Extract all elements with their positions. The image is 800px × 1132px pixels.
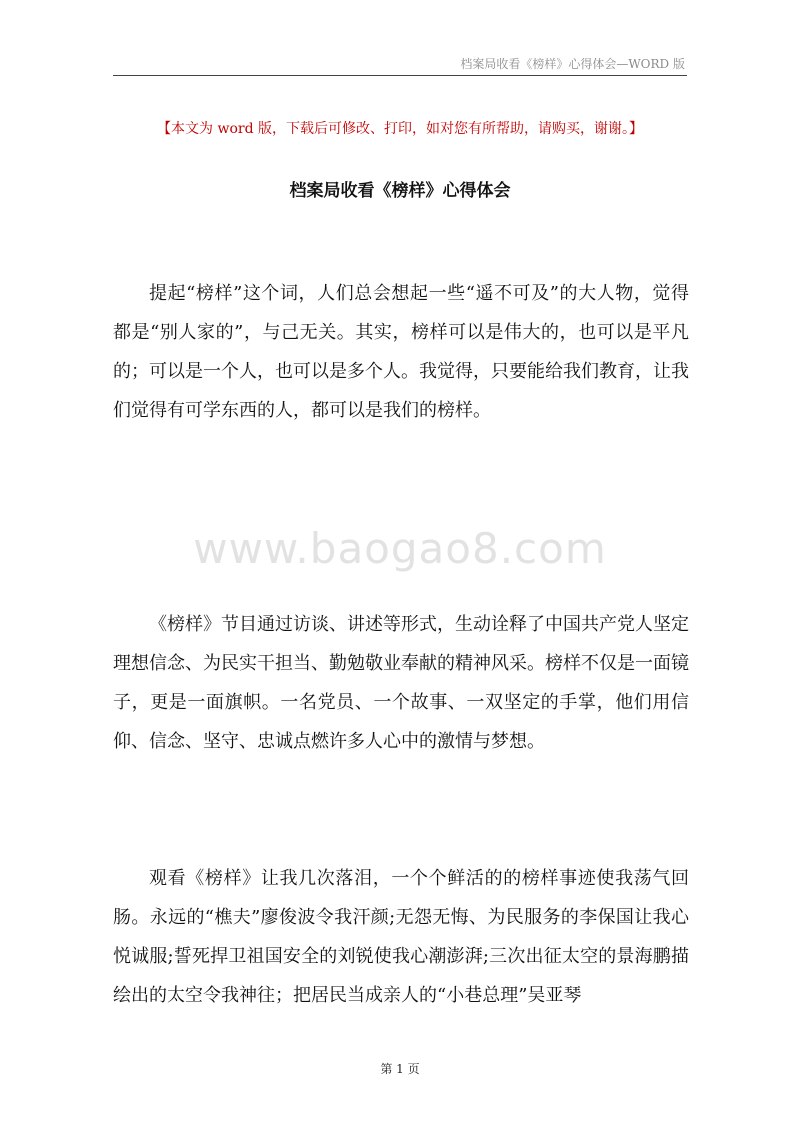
document-title: 档案局收看《榜样》心得体会 xyxy=(289,181,511,201)
page-number: 第 1 页 xyxy=(380,1062,420,1076)
running-header: 档案局收看《榜样》心得体会—WORD 版 xyxy=(460,57,685,71)
header-divider xyxy=(113,75,687,76)
body-paragraph-3: 观看《榜样》让我几次落泪，一个个鲜活的的榜样事迹使我荡气回肠。永远的“樵夫”廖俊波令我汗颜;无怨无悔、为民服务的李保国让我心悦诚服;誓死捍卫祖国安全的刘锐使我心潮澎湃;三次出征太空的景海鹏描绘出的太空令我神往；把居民当成亲人的“小巷总理”吴亚琴 xyxy=(113,868,689,1006)
download-notice: 【本文为 word 版，下载后可修改、打印，如对您有所帮助，请购买，谢谢。】 xyxy=(157,121,643,137)
body-paragraph-1: 提起“榜样”这个词，人们总会想起一些“遥不可及”的大人物，觉得都是“别人家的”，与己无关。其实，榜样可以是伟大的，也可以是平凡的；可以是一个人，也可以是多个人。我觉得，只要能给我们教育，让我们觉得有可学东西的人，都可以是我们的榜样。 xyxy=(113,283,689,421)
watermark: www.baogao8.com xyxy=(193,524,607,573)
body-paragraph-2: 《榜样》节目通过访谈、讲述等形式，生动诠释了中国共产党人坚定理想信念、为民实干担当、勤勉敬业奉献的精神风采。榜样不仅是一面镜子，更是一面旗帜。一名党员、一个故事、一双坚定的手掌，他们用信仰、信念、坚守、忠诚点燃许多人心中的激情与梦想。 xyxy=(113,614,689,752)
